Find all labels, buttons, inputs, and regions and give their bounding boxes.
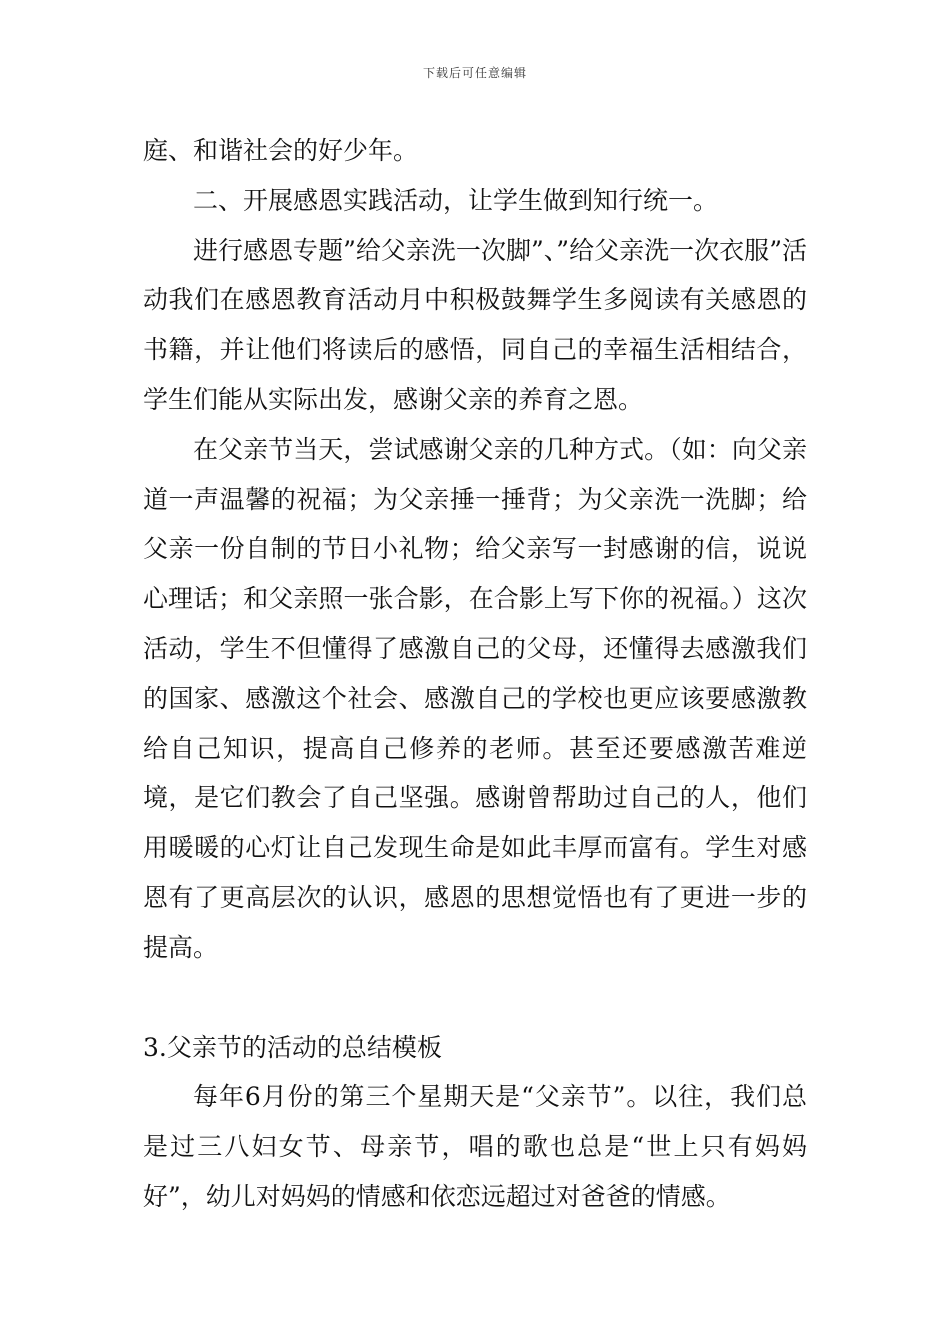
paragraph-subheading: 二、开展感恩实践活动，让学生做到知行统一。 [193, 185, 719, 215]
page-header: 下载后可任意编辑 [422, 66, 527, 80]
paragraph: 每年6月份的第三个星期天是“父亲节”。以往，我们总是过三八妇女节、母亲节，唱的歌也总是“世上只有妈妈好”，幼儿对妈妈的情感和依恋远超过对爸爸的情感。 [143, 1082, 807, 1211]
paragraph: 在父亲节当天，尝试感谢父亲的几种方式。（如：向父亲道一声温馨的祝福；为父亲捶一捶背；为父亲洗一洗脚；给父亲一份自制的节日小礼物；给父亲写一封感谢的信，说说心理话；和父亲照一张合影，在合影上写下你的祝福。）这次活动，学生不但懂得了感激自己的父母，还懂得去感激我们的国家、感激这个社会、感激自己的学校也更应该要感激教给自己知识，提高自己修养的老师。甚至还要感激苦难逆境，是它们教会了自己坚强。感谢曾帮助过自己的人，他们用暖暖的心灯让自己发现生命是如此丰厚而富有。学生对感恩有了更高层次的认识，感恩的思想觉悟也有了更进一步的提高。 [143, 434, 807, 962]
paragraph-continuation: 庭、和谐社会的好少年。 [143, 136, 419, 165]
paragraph: 进行感恩专题”给父亲洗一次脚”、”给父亲洗一次衣服”活动我们在感恩教育活动月中积极鼓舞学生多阅读有关感恩的书籍，并让他们将读后的感悟，同自己的幸福生活相结合，学生们能从实际出发，感谢父亲的养育之恩。 [143, 235, 807, 414]
section-heading: 3.父亲节的活动的总结模板 [143, 1032, 442, 1062]
document-body [143, 126, 807, 1222]
